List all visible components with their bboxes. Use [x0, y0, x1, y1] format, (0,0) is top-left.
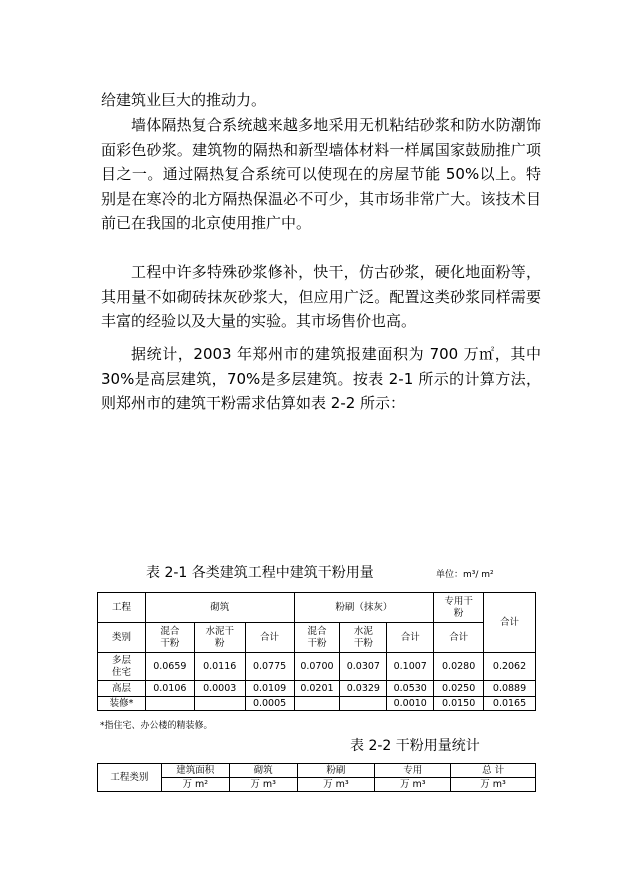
paragraph-statistics: 据统计，2003 年郑州市的建筑报建面积为 700 万㎡，其中 30%是高层建筑，70%是多层建筑。按表 2-1 所示的计算方法，则郑州市的建筑干粉需求估算如表 2-2 所示： — [101, 345, 541, 412]
table1-unit: 单位：m³/ m² — [436, 570, 494, 580]
cell: 0.0150 — [434, 697, 484, 711]
t1-header-special: 专用干粉 — [434, 593, 484, 623]
cell: 0.2062 — [484, 653, 536, 681]
cell: 0.0307 — [340, 653, 387, 681]
cell — [340, 697, 387, 711]
cell: 0.0109 — [245, 681, 294, 697]
cell: 0.0106 — [145, 681, 194, 697]
cell — [194, 697, 245, 711]
cell: 0.0280 — [434, 653, 484, 681]
table-row — [98, 681, 536, 697]
cell: 0.0201 — [294, 681, 340, 697]
cell: 0.0003 — [194, 681, 245, 697]
t2-unit-plaster: 万 m³ — [297, 778, 375, 792]
t1-header-sum2: 合计 — [387, 623, 434, 653]
t2-header-masonry: 砌筑 — [229, 764, 297, 778]
cell — [294, 697, 340, 711]
t2-unit-special: 万 m³ — [375, 778, 451, 792]
paragraph-special-mortar: 工程中许多特殊砂浆修补，快干，仿古砂浆，硬化地面粉等，其用量不如砌砖抹灰砂浆大，但应用广泛。配置这类砂浆同样需要丰富的经验以及大量的实验。其市场售价也高。 — [101, 263, 541, 330]
table1-title: 表 2-1 各类建筑工程中建筑干粉用量 — [146, 565, 374, 581]
t2-header-plaster: 粉刷 — [297, 764, 375, 778]
t1-header-mixed: 混合干粉 — [145, 623, 194, 653]
t1-header-sum3: 合计 — [434, 623, 484, 653]
cell: 0.0889 — [484, 681, 536, 697]
t2-header-area: 建筑面积 — [161, 764, 229, 778]
cell: 0.0530 — [387, 681, 434, 697]
table-row — [98, 697, 536, 711]
t2-header-total: 总 计 — [451, 764, 536, 778]
t1-header-mixed2: 混合干粉 — [294, 623, 340, 653]
t2-unit-area: 万 m² — [161, 778, 229, 792]
t2-header-special: 专用 — [375, 764, 451, 778]
t2-unit-masonry: 万 m³ — [229, 778, 297, 792]
row-label: 装修* — [98, 697, 146, 711]
t1-header-cement: 水泥干粉 — [194, 623, 245, 653]
table1-footnote: *指住宅、办公楼的精装修。 — [100, 721, 213, 731]
table2 — [97, 763, 536, 792]
t1-header-type: 工程 — [98, 593, 146, 623]
cell: 0.1007 — [387, 653, 434, 681]
cell: 0.0700 — [294, 653, 340, 681]
cell: 0.0329 — [340, 681, 387, 697]
cell — [145, 697, 194, 711]
cell: 0.0005 — [245, 697, 294, 711]
table1 — [97, 592, 536, 711]
cell: 0.0165 — [484, 697, 536, 711]
cell: 0.0116 — [194, 653, 245, 681]
t1-header-total: 合计 — [484, 593, 536, 653]
t1-header-masonry: 砌筑 — [145, 593, 294, 623]
cell: 0.0775 — [245, 653, 294, 681]
cell: 0.0250 — [434, 681, 484, 697]
paragraph-insulation: 墙体隔热复合系统越来越多地采用无机粘结砂浆和防水防潮饰面彩色砂浆。建筑物的隔热和新型墙体材料一样属国家鼓励推广项目之一。通过隔热复合系统可以使现在的房屋节能 50%以上。特别是在寒冷的北方隔热保温必不可少，其市场非常广大。该技术目前已在我国的北京使用推广中。 — [101, 116, 541, 232]
t2-header-type: 工程类别 — [98, 764, 162, 792]
row-label: 多层住宅 — [98, 653, 146, 681]
paragraph-intro: 给建筑业巨大的推动力。 — [101, 91, 267, 109]
t1-header-category: 类别 — [98, 623, 146, 653]
cell: 0.0659 — [145, 653, 194, 681]
t1-header-cement2: 水泥干粉 — [340, 623, 387, 653]
table-row — [98, 653, 536, 681]
table2-title: 表 2-2 干粉用量统计 — [350, 738, 480, 754]
row-label: 高层 — [98, 681, 146, 697]
t1-header-sum: 合计 — [245, 623, 294, 653]
t2-unit-total: 万 m³ — [451, 778, 536, 792]
t1-header-plaster: 粉刷（抹灰） — [294, 593, 434, 623]
cell: 0.0010 — [387, 697, 434, 711]
